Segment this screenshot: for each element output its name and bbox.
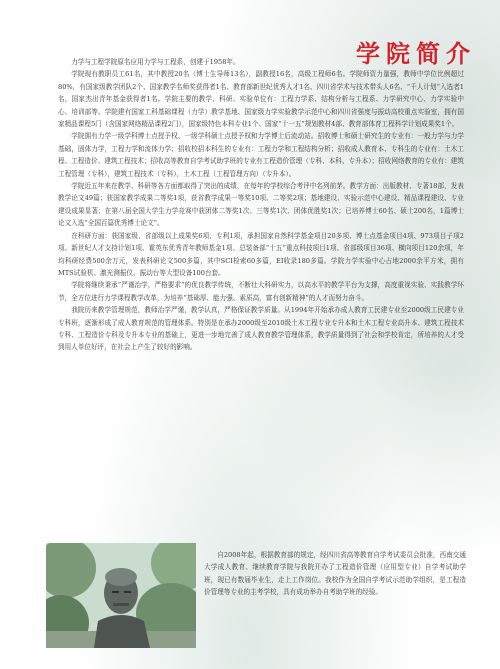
wrap-text-block xyxy=(204,549,466,599)
intro-paragraph-3: 学院拥有力学一级学科博士点授予权、一级学科硕士点授予权和力学博士后流动站。招收博士和硕士研究生的专业有：一般力学与力学基础，固体力学，工程力学和流体力学；招收校招本科生的专业有：工程力学和工程结构分析；招收成人教育本、专科生的专业有：土木工程、工程造价、建筑工程技术；招收高等教育自学考试助学班的专业有工程造价管理（专科、本科、专升本）；招收网络教育的专业有：建筑工程管理（专科），建筑工程技术（专科），土木工程（工程管理方向）（专升本）。 xyxy=(58,132,464,178)
intro-paragraph-7: 我院历来教学管理规范，教师治学严谨，教学认真，严格保证教学质量。从1994年开始承办成人教育工民建专业至2000级工民建专业专科班，逐渐形成了成人教育规范的管理体系。特别是在承办2000级至2010级土木工程专业专升本和土木工程专业高升本、建筑工程技术专科、工程造价专科及专升本专业的基础上，更进一步地完善了成人教育教学管理体系，教学质量得到了社会和学校肯定，所培养的人才受到用人单位好评，在社会上产生了较好的影响。 xyxy=(58,306,464,352)
page-title: 学院简介 xyxy=(356,39,476,68)
intro-paragraph-5: 在科研方面：获国家级、省部级以上成果奖6项、专利1项，承担国家自然科学基金项目20多项、博士点基金项目4项、973项目子项2项、新世纪人才支持计划1项、霍英东优秀青年教师基金1项、总装备部“十五”重点科技项目1项、省部级项目36项、横向项目120余项，年均科研经费500余万元，发表科研论文500多篇，其中SCI检索60多篇，EI收录180多篇。学院力学实验中心占地2000余平方米，拥有MTS试验机、激光测振仪、振动台等大型设备100台套。 xyxy=(58,231,464,277)
intro-paragraph-8: 自2008年起，根据教育部的规定，经四川省高等教育自学考试委员会批准，西南交通大学成人教育、继续教育学院与我院开办了工程造价管理（应用型专业）自学考试助学班，现已有数届毕业生，走上工作岗位。我校作为全国自学考试示范助学组织，是工程造价管理等专业的主考学校，具有成功举办自考助学班的经验。 xyxy=(204,551,466,597)
intro-paragraph-2: 学院现有教职员工61名，其中教授20名（博士生导师13名），副教授16名，高级工程师6名。学院师资力量强，教师中学位比例超过80%，有国家级教学团队2个、国家教学名师奖获得者1名、教育部新世纪优秀人才1名、四川省学术与技术带头人6名、“千人计划”入选者1名，国家杰出青年基金获得者1名。学院主要的教学、科研、实验单位有：工程力学系、结构分析与工程系、力学研究中心、力学实验中心、培训部等。学院建有国家工科基础课程（力学）教学基地、国家级力学实验教学示范中心和四川省强度与振动高校重点实验室，拥有国家精品课程5门（含国家网络精品课程2门），国家级特色本科专业1个、国家“十一五”规划教材4部、教育部体育工程科学计划成果奖1个。 xyxy=(58,70,464,129)
statue-illustration xyxy=(46,543,196,648)
intro-paragraph-1: 力学与工程学院原名应用力学与工程系，创建于1958年。 xyxy=(71,58,240,66)
bust-statue-photo xyxy=(46,543,196,648)
intro-paragraph-6: 学院将继续秉承“严谨治学，严格要求”的优良教学传统，不断壮大科研实力，以高水平的教学平台为支撑，高度重视实验、实践教学环节，全方位进行力学课程教学改革，为培养“基础厚、能力强、素质高，富有创新精神”的人才而努力奋斗。 xyxy=(58,281,464,302)
intro-body xyxy=(58,56,464,354)
intro-paragraph-4: 学院近五年来在教学、科研等各方面都取得了突出的成绩，在每年的学校综合考评中名列前茅。教学方面：出版教材、专著18部，发表教学论文49篇；获国家教学成果二等奖1项，获省教学成果一等奖10项、二等奖2项；基地建设、实验示范中心建设、精品课程建设、专业建设成果显著；在第八届全国大学生力学竞赛中获团体二等奖1次、三等奖1次、团体优胜奖1次；已培养博士60名、硕士200名，1篇博士论文入选“全国百篇优秀博士论文”。 xyxy=(58,182,464,228)
